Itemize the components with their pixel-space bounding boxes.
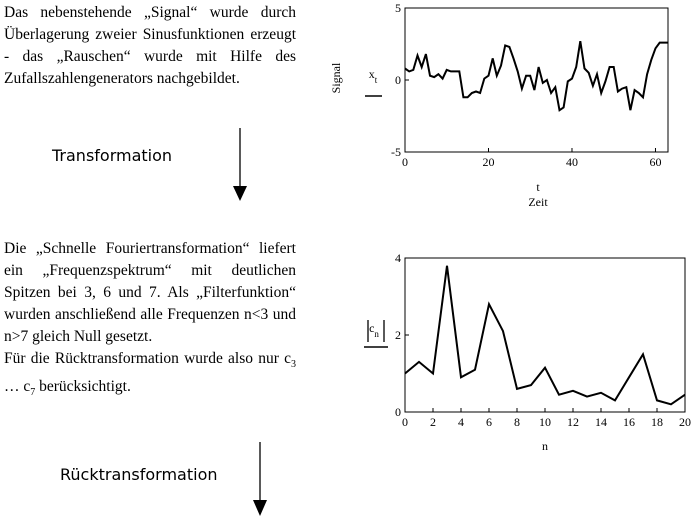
arrow-down-icon bbox=[230, 128, 250, 204]
c2-ytick-label: 4 bbox=[395, 251, 401, 265]
c1-ytick-label: 0 bbox=[395, 73, 401, 87]
signal-xlabel: Zeit bbox=[528, 195, 548, 209]
c2-xtick-label: 2 bbox=[430, 415, 436, 429]
signal-series-line bbox=[405, 41, 668, 110]
c1-xtick-label: 60 bbox=[649, 155, 662, 169]
spectrum-ylabel: $c_n$ bbox=[369, 321, 379, 339]
arrow-down-icon-2 bbox=[250, 442, 270, 520]
intro-text: Das nebenstehende „Signal“ wurde durch Überlagerung zweier Sinusfunktionen erzeugt - das „Rauschen“ wurde mit Hilfe des Zufallszahlengenerators nachgebildet. bbox=[4, 4, 296, 87]
c2-xtick-label: 4 bbox=[458, 415, 464, 429]
c1-xtick-label: 40 bbox=[565, 155, 578, 169]
retransform-text: Für die Rücktransformation wurde also nur $c_3$ … $c_7$ berücksichtigt. bbox=[4, 350, 296, 399]
fft-text: Die „Schnelle Fouriertransformation“ liefert ein „Frequenzspektrum“ mit deutlichen Spitzen bei 3, 6 und 7. Als „Filterfunktion“ wurden anschließend alle Frequenzen n<3 und n>7 gleich Null gesetzt. bbox=[4, 240, 296, 345]
c2-xtick-label: 10 bbox=[539, 415, 551, 429]
c2-ytick-label: 2 bbox=[395, 328, 401, 342]
c2-xtick-label: 0 bbox=[402, 415, 408, 429]
heading-ruecktransformation: Rücktransformation bbox=[60, 465, 218, 484]
spectrum-xlabel: n bbox=[542, 439, 548, 453]
signal-xlabel-var: t bbox=[536, 180, 540, 194]
c2-ytick-label: 0 bbox=[395, 405, 401, 419]
c2-xtick-label: 12 bbox=[567, 415, 579, 429]
spectrum-plot-frame bbox=[405, 258, 685, 412]
c1-xtick-label: 20 bbox=[482, 155, 495, 169]
c2-xtick-label: 18 bbox=[651, 415, 663, 429]
spectrum-series-line bbox=[405, 266, 685, 405]
c2-xtick-label: 6 bbox=[486, 415, 492, 429]
c2-xtick-label: 16 bbox=[623, 415, 635, 429]
heading-transformation: Transformation bbox=[52, 146, 173, 165]
c1-ytick-label: -5 bbox=[391, 145, 401, 159]
signal-chart bbox=[310, 0, 694, 215]
signal-ylabel: Signal bbox=[329, 62, 343, 94]
fft-paragraph bbox=[4, 238, 296, 404]
spectrum-chart bbox=[310, 240, 694, 460]
intro-paragraph bbox=[4, 2, 296, 90]
c2-xtick-label: 14 bbox=[595, 415, 607, 429]
c1-xtick-label: 0 bbox=[402, 155, 408, 169]
c1-ytick-label: 5 bbox=[395, 1, 401, 15]
signal-ytrace-label: $x_t$ bbox=[368, 67, 378, 85]
c2-xtick-label: 20 bbox=[679, 415, 691, 429]
c2-xtick-label: 8 bbox=[514, 415, 520, 429]
